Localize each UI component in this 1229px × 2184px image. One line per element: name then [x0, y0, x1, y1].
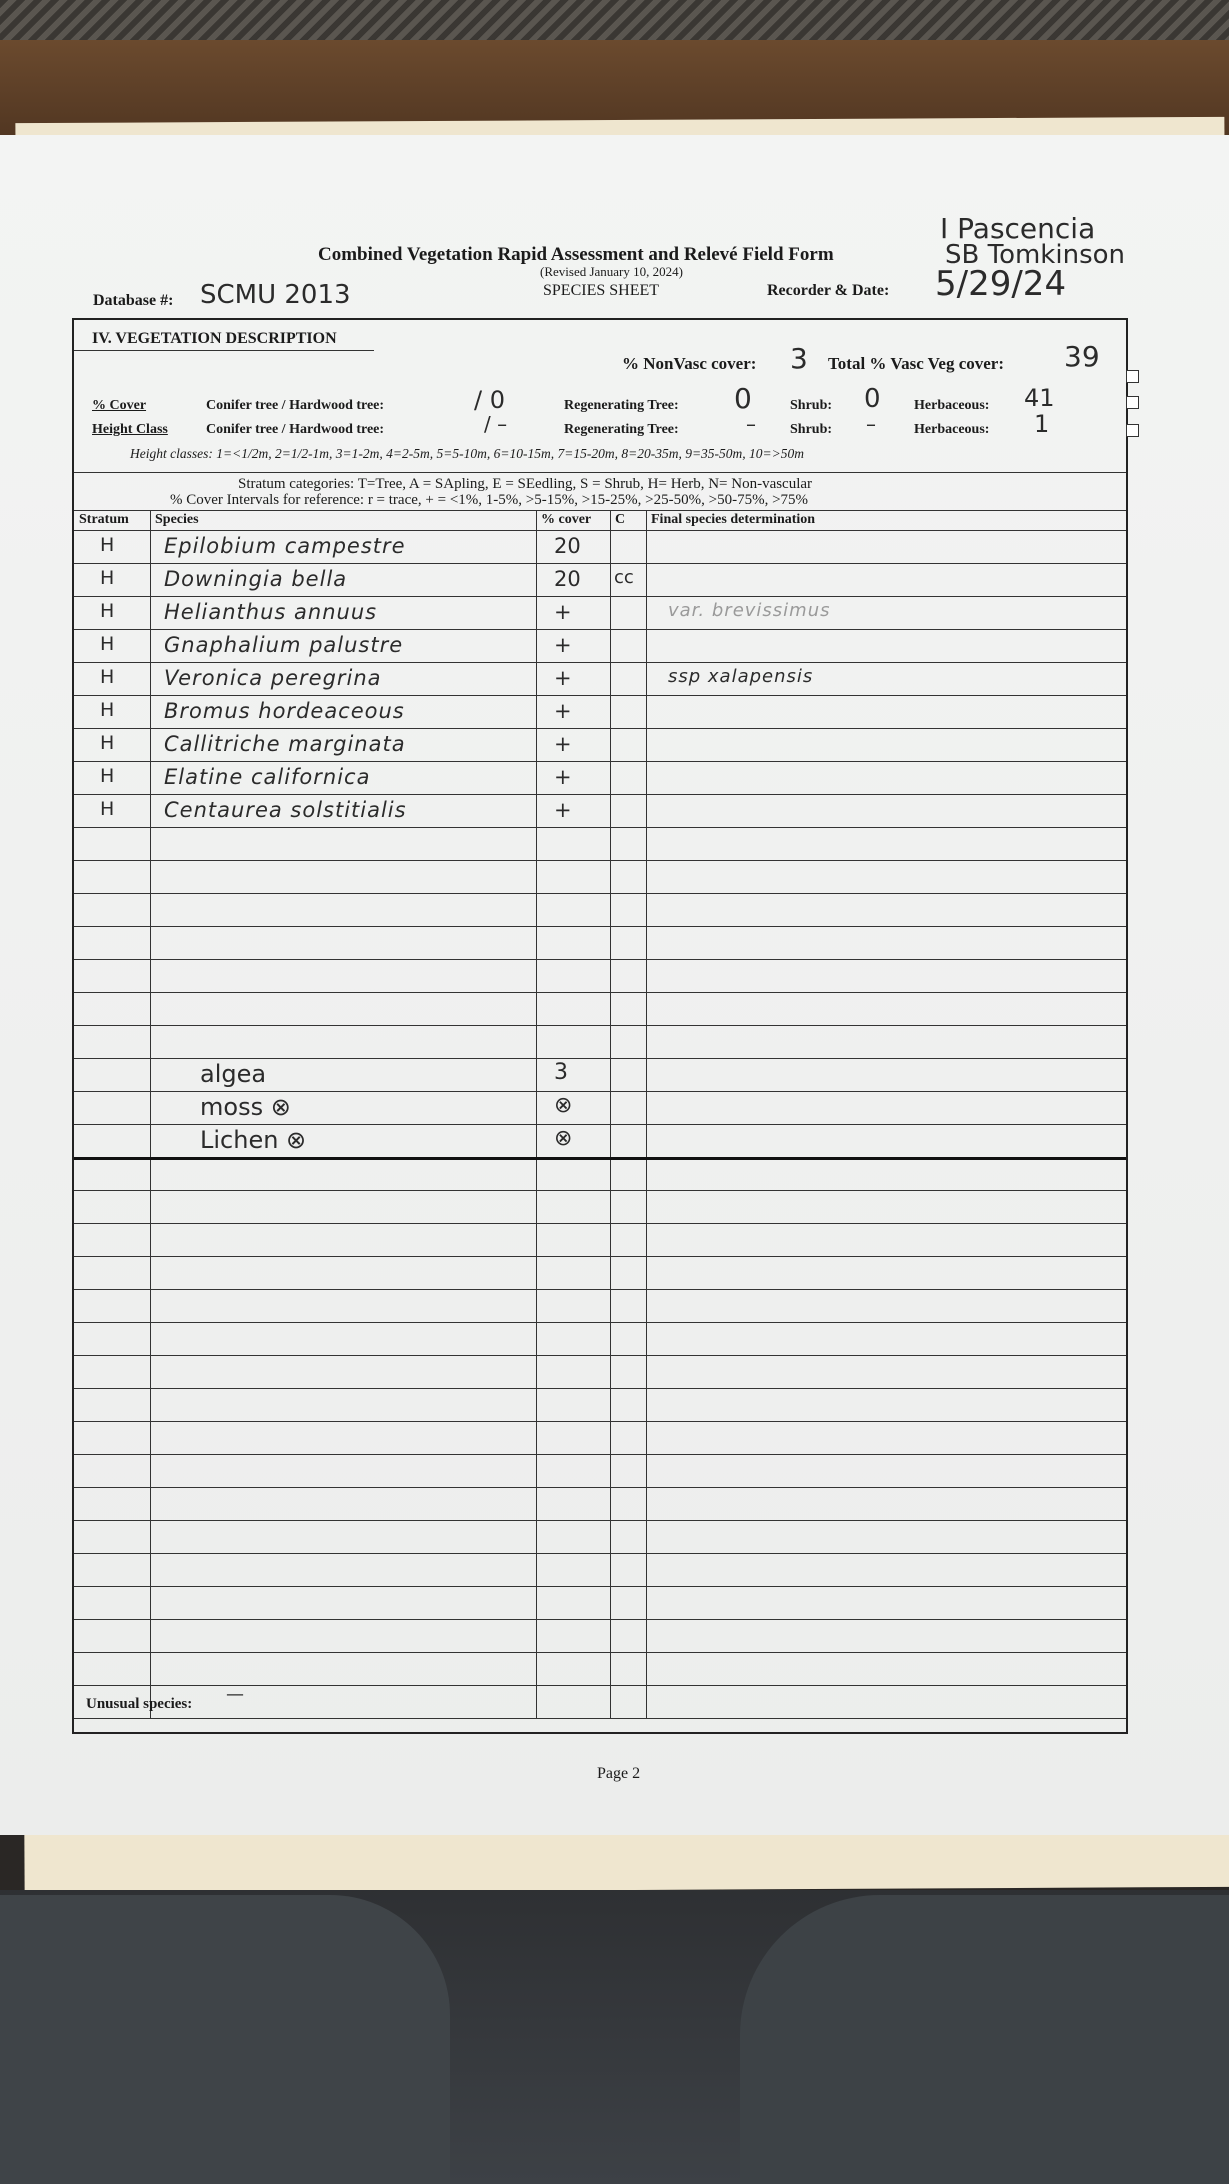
table-row-rule	[74, 794, 1126, 795]
table-row-rule	[74, 1718, 1126, 1719]
vegetation-form	[72, 318, 1128, 1734]
species-cell[interactable]: Veronica peregrina	[164, 666, 382, 690]
conifer-height-value[interactable]: / –	[484, 412, 508, 436]
table-row-rule	[74, 959, 1126, 960]
recorder-date: 5/29/24	[935, 264, 1067, 304]
total-vasc-label: Total % Vasc Veg cover:	[828, 354, 1004, 373]
cover-cell[interactable]: +	[554, 732, 572, 756]
table-row-rule	[74, 695, 1126, 696]
conifer-cover-value[interactable]: / 0	[474, 386, 505, 414]
stratum-categories: Stratum categories: T=Tree, A = SApling, E = SEedling, S = Shrub, H= Herb, N= Non-vascular	[238, 476, 813, 492]
recorder-names-2: SB Tomkinson	[945, 240, 1125, 270]
table-header-5: Final species determination	[651, 512, 816, 527]
stratum-cell[interactable]: H	[100, 633, 115, 655]
divider-2	[74, 510, 1126, 511]
cover-cell[interactable]: +	[554, 666, 572, 690]
regen-cover-label: Regenerating Tree:	[564, 398, 679, 413]
species-cell[interactable]: Bromus hordeaceous	[164, 699, 405, 723]
table-row-rule	[74, 1586, 1126, 1587]
table-header-4: C	[615, 512, 626, 527]
table-header-2: Species	[155, 512, 199, 527]
cover-cell[interactable]: 20	[554, 534, 581, 558]
nonvasc-species-cell[interactable]: Lichen ⊗	[200, 1126, 307, 1154]
table-row-rule	[74, 662, 1126, 663]
table-row-rule	[74, 1025, 1126, 1026]
cover-cell[interactable]: +	[554, 699, 572, 723]
cover-cell[interactable]: +	[554, 765, 572, 789]
table-column-rule	[646, 510, 647, 1718]
stratum-cell[interactable]: H	[100, 765, 115, 787]
table-row-rule	[74, 629, 1126, 630]
cover-cell[interactable]: +	[554, 600, 572, 624]
table-header-3: % cover	[541, 512, 592, 527]
form-revised: (Revised January 10, 2024)	[540, 264, 683, 279]
cover-cell[interactable]: 20	[554, 567, 581, 591]
table-row-rule	[74, 1091, 1126, 1092]
unusual-species-value[interactable]: —	[226, 1684, 244, 1705]
section-title: IV. VEGETATION DESCRIPTION	[92, 330, 337, 347]
conifer-cover-label: Conifer tree / Hardwood tree:	[206, 398, 385, 413]
stratum-cell[interactable]: H	[100, 699, 115, 721]
shrub-cover-value[interactable]: 0	[864, 384, 881, 414]
nonvasc-species-cell[interactable]: moss ⊗	[200, 1093, 291, 1121]
recorder-names-1: I Pascencia	[940, 212, 1096, 245]
checkbox-1[interactable]	[1126, 370, 1139, 383]
divider-1	[74, 472, 1126, 473]
table-row-rule	[74, 1289, 1126, 1290]
table-row-rule	[74, 761, 1126, 762]
species-cell[interactable]: Elatine californica	[164, 765, 371, 789]
final-determination-cell[interactable]: ssp xalapensis	[668, 666, 814, 687]
regen-height-value[interactable]: –	[746, 412, 756, 436]
nonvasc-species-cell[interactable]: algea	[200, 1060, 267, 1088]
table-column-rule	[610, 510, 611, 1718]
cover-label: % Cover	[92, 398, 147, 413]
table-row-rule	[74, 893, 1126, 894]
page-number: Page 2	[597, 1765, 641, 1782]
cover-intervals: % Cover Intervals for reference: r = trace, + = <1%, 1-5%, >5-15%, >15-25%, >25-50%, >50-75%, >75%	[170, 492, 809, 508]
conifer-height-label: Conifer tree / Hardwood tree:	[206, 422, 385, 437]
table-row-rule	[74, 926, 1126, 927]
herb-cover-label: Herbaceous:	[914, 398, 990, 413]
nonvasc-label: % NonVasc cover:	[622, 354, 757, 373]
table-row-rule	[74, 827, 1126, 828]
stratum-cell[interactable]: H	[100, 732, 115, 754]
table-column-rule	[150, 510, 151, 1718]
species-cell[interactable]: Centaurea solstitialis	[164, 798, 407, 822]
table-row-rule	[74, 1520, 1126, 1521]
table-row-rule	[74, 1652, 1126, 1653]
species-cell[interactable]: Callitriche marginata	[164, 732, 406, 756]
stratum-cell[interactable]: H	[100, 600, 115, 622]
unusual-species-label: Unusual species:	[86, 1696, 193, 1712]
table-row-rule	[74, 1058, 1126, 1059]
table-row-rule	[74, 1322, 1126, 1323]
height-label: Height Class	[92, 422, 168, 437]
cover-cell[interactable]: +	[554, 798, 572, 822]
shrub-cover-label: Shrub:	[790, 398, 833, 413]
table-row-rule	[74, 1355, 1126, 1356]
cover-cell[interactable]: +	[554, 633, 572, 657]
table-row-rule	[74, 1454, 1126, 1455]
total-vasc-value[interactable]: 39	[1064, 340, 1100, 373]
database-value: SCMU 2013	[200, 280, 351, 310]
stratum-cell[interactable]: H	[100, 534, 115, 556]
table-header-1: Stratum	[79, 512, 129, 527]
sheet-title: SPECIES SHEET	[543, 282, 660, 299]
table-row-rule	[74, 1256, 1126, 1257]
nonvasc-cover-cell[interactable]: 3	[554, 1060, 568, 1085]
table-row-rule	[74, 563, 1126, 564]
regen-height-label: Regenerating Tree:	[564, 422, 679, 437]
stratum-cell[interactable]: H	[100, 666, 115, 688]
height-classes: Height classes: 1=<1/2m, 2=1/2-1m, 3=1-2m, 4=2-5m, 5=5-10m, 6=10-15m, 7=15-20m, 8=20-35m, 9=35-50m, 10=>50m	[130, 446, 805, 461]
table-row-rule	[74, 1553, 1126, 1554]
herb-height-value[interactable]: 1	[1034, 410, 1050, 438]
species-cell[interactable]: Helianthus annuus	[164, 600, 378, 624]
stratum-cell[interactable]: H	[100, 567, 115, 589]
table-row-rule	[74, 1124, 1126, 1125]
nonvasc-cover-cell[interactable]: ⊗	[554, 1093, 573, 1118]
table-row-rule	[74, 728, 1126, 729]
table-row-rule	[74, 1157, 1126, 1160]
species-cell[interactable]: Gnaphalium palustre	[164, 633, 404, 657]
table-column-rule	[536, 510, 537, 1718]
species-cell[interactable]: Epilobium campestre	[164, 534, 406, 558]
table-row-rule	[74, 1421, 1126, 1422]
checkbox-3[interactable]	[1126, 424, 1139, 437]
regen-cover-value[interactable]: 0	[734, 382, 752, 415]
table-row-rule	[74, 1388, 1126, 1389]
c-cell[interactable]: cc	[614, 567, 634, 588]
database-label: Database #:	[93, 292, 174, 309]
herb-height-label: Herbaceous:	[914, 422, 990, 437]
table-row-rule	[74, 596, 1126, 597]
shrub-height-label: Shrub:	[790, 422, 833, 437]
checkbox-2[interactable]	[1126, 396, 1139, 409]
table-row-rule	[74, 1487, 1126, 1488]
table-row-rule	[74, 1619, 1126, 1620]
table-row-rule	[74, 992, 1126, 993]
final-determination-cell[interactable]: var. brevissimus	[668, 600, 831, 621]
species-cell[interactable]: Downingia bella	[164, 567, 348, 591]
table-row-rule	[74, 1190, 1126, 1191]
lap-knee-left	[0, 1895, 450, 2184]
table-row-rule	[74, 1223, 1126, 1224]
section-title-rule	[74, 350, 374, 351]
form-title: Combined Vegetation Rapid Assessment and Relevé Field Form	[318, 244, 834, 265]
lap-knee-right	[740, 1895, 1229, 2184]
shrub-height-value[interactable]: –	[866, 412, 876, 436]
nonvasc-cover-cell[interactable]: ⊗	[554, 1126, 573, 1151]
background-texture	[0, 0, 1229, 40]
recorder-label: Recorder & Date:	[767, 282, 890, 299]
table-header-rule	[74, 530, 1126, 531]
nonvasc-value[interactable]: 3	[790, 342, 808, 375]
herb-cover-value[interactable]: 41	[1024, 384, 1055, 412]
table-row-rule	[74, 860, 1126, 861]
stratum-cell[interactable]: H	[100, 798, 115, 820]
